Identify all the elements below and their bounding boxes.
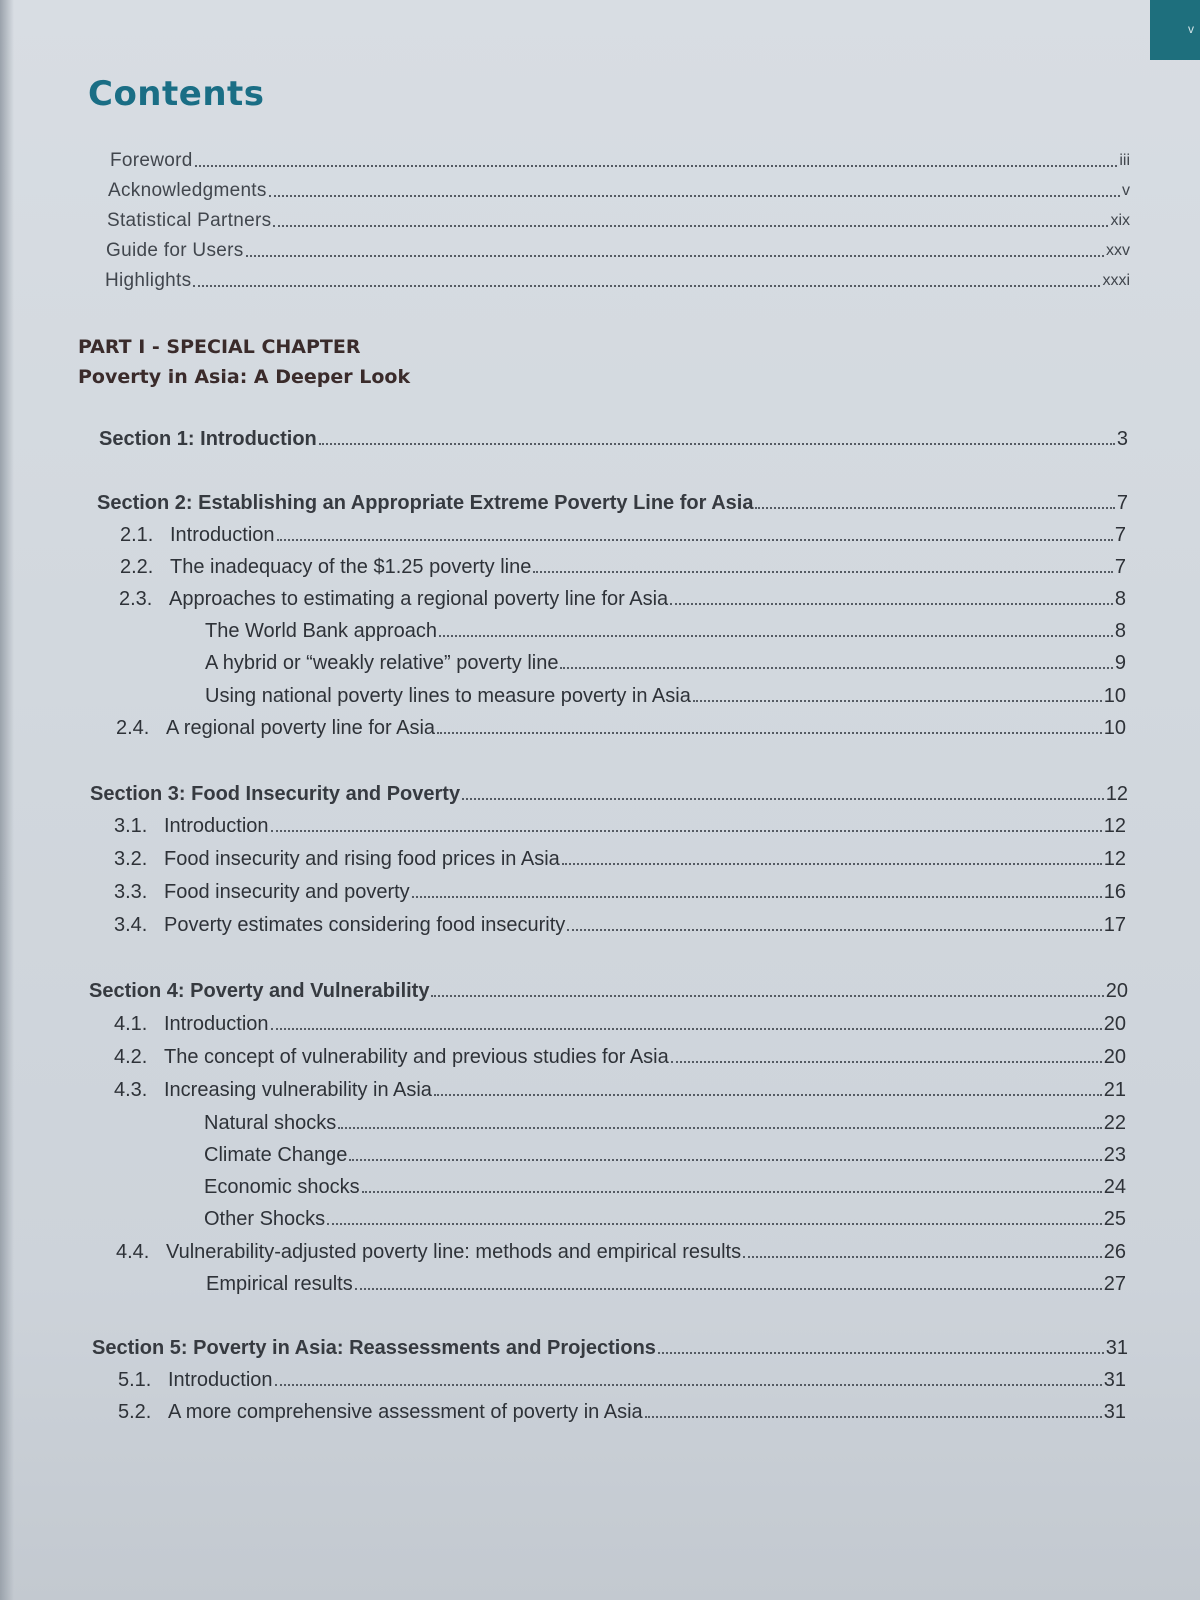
toc-section-4[interactable]: [89, 976, 1128, 1004]
toc-entry[interactable]: [120, 520, 1126, 548]
dot-leader: [277, 539, 1113, 541]
toc-subentry[interactable]: [205, 648, 1126, 676]
toc-page-number: 20: [1103, 1046, 1126, 1068]
toc-item-number: 4.1.: [114, 1013, 148, 1035]
toc-item-label: Vulnerability-adjusted poverty line: methods and empirical results: [166, 1241, 742, 1263]
toc-item-label: Highlights: [105, 270, 192, 291]
dot-leader: [562, 863, 1102, 865]
toc-page-number: 24: [1103, 1176, 1126, 1198]
front-matter-entry[interactable]: [108, 176, 1130, 204]
dot-leader: [671, 1061, 1102, 1063]
dot-leader: [560, 667, 1112, 669]
toc-entry[interactable]: [114, 811, 1126, 839]
dot-leader: [338, 1127, 1101, 1129]
toc-item-number: 2.3.: [119, 588, 153, 610]
toc-page-number: 8: [1114, 588, 1126, 610]
dot-leader: [319, 443, 1115, 445]
toc-entry[interactable]: [114, 910, 1126, 938]
toc-item-label: Section 1: Introduction: [99, 428, 317, 450]
toc-item-number: 3.2.: [114, 848, 148, 870]
toc-page-number: 8: [1114, 620, 1126, 642]
toc-item-label: Food insecurity and rising food prices in Asia: [164, 848, 560, 870]
dot-leader: [462, 798, 1104, 800]
toc-item-label: Introduction: [170, 524, 275, 546]
dot-leader: [327, 1223, 1102, 1225]
toc-item-label: Foreword: [110, 150, 193, 171]
dot-leader: [434, 1094, 1102, 1096]
toc-item-label: A hybrid or “weakly relative” poverty line: [205, 652, 559, 674]
toc-item-label: Empirical results: [206, 1273, 353, 1295]
toc-page-number: 20: [1103, 1013, 1126, 1035]
toc-page-number: 9: [1114, 652, 1126, 674]
toc-item-number: 3.1.: [114, 815, 148, 837]
toc-item-label: Statistical Partners: [107, 210, 272, 231]
toc-item-number: 2.2.: [120, 556, 154, 578]
toc-page-number: 7: [1114, 524, 1126, 546]
toc-item-label: Increasing vulnerability in Asia: [164, 1079, 432, 1101]
toc-page-number: 12: [1103, 815, 1126, 837]
toc-subentry[interactable]: [204, 1140, 1126, 1168]
toc-item-label: Approaches to estimating a regional poverty line for Asia: [169, 588, 669, 610]
toc-subentry[interactable]: [204, 1172, 1126, 1200]
toc-subentry[interactable]: [204, 1108, 1126, 1136]
toc-item-label: Using national poverty lines to measure poverty in Asia: [205, 685, 691, 707]
toc-item-label: A more comprehensive assessment of poverty in Asia: [168, 1401, 643, 1423]
toc-item-number: 3.3.: [114, 881, 148, 903]
toc-item-label: Introduction: [164, 1013, 269, 1035]
toc-section-1[interactable]: [99, 424, 1128, 452]
toc-entry[interactable]: [119, 584, 1126, 612]
toc-page-number: 22: [1103, 1112, 1126, 1134]
toc-item-label: Poverty estimates considering food insecurity: [164, 914, 566, 936]
toc-page-number: 3: [1116, 428, 1128, 450]
toc-item-label: Natural shocks: [204, 1112, 337, 1134]
dot-leader: [755, 507, 1114, 509]
toc-page-number: 27: [1103, 1273, 1126, 1295]
toc-item-label: Section 5: Poverty in Asia: Reassessments and Projections: [92, 1337, 656, 1359]
toc-item-number: 5.1.: [118, 1369, 152, 1391]
front-matter-entry[interactable]: [105, 266, 1130, 294]
toc-entry[interactable]: [114, 1042, 1126, 1070]
part-title: PART I - SPECIAL CHAPTER: [78, 336, 361, 358]
toc-page-number: 25: [1103, 1208, 1126, 1230]
toc-item-number: 4.4.: [116, 1241, 150, 1263]
toc-entry[interactable]: [114, 1009, 1126, 1037]
toc-entry[interactable]: [120, 552, 1126, 580]
toc-item-label: The concept of vulnerability and previous studies for Asia: [164, 1046, 669, 1068]
dot-leader: [567, 929, 1101, 931]
toc-page-number: 21: [1103, 1079, 1126, 1101]
contents-title: Contents: [88, 74, 265, 114]
front-matter-entry[interactable]: [106, 236, 1130, 264]
toc-item-number: 2.4.: [116, 717, 150, 739]
toc-item-label: Section 2: Establishing an Appropriate Extreme Poverty Line for Asia: [97, 492, 754, 514]
toc-page-number: 12: [1103, 848, 1126, 870]
toc-subentry[interactable]: [204, 1204, 1126, 1232]
toc-page-number: 7: [1114, 556, 1126, 578]
toc-page-number: xxv: [1106, 242, 1130, 259]
dot-leader: [195, 165, 1118, 167]
dot-leader: [246, 255, 1104, 257]
corner-tab-label: v: [1188, 22, 1194, 36]
dot-leader: [437, 732, 1102, 734]
toc-item-number: 4.2.: [114, 1046, 148, 1068]
page-edge-shadow: [0, 0, 14, 1600]
toc-item-label: The inadequacy of the $1.25 poverty line: [170, 556, 532, 578]
toc-page-number: xxxi: [1102, 272, 1130, 289]
front-matter-entry[interactable]: [107, 206, 1130, 234]
toc-item-label: Climate Change: [204, 1144, 348, 1166]
dot-leader: [658, 1352, 1104, 1354]
toc-item-label: Food insecurity and poverty: [164, 881, 410, 903]
dot-leader: [439, 635, 1113, 637]
toc-item-label: Introduction: [164, 815, 269, 837]
toc-page-number: 12: [1105, 783, 1128, 805]
toc-page-number: 10: [1103, 685, 1126, 707]
toc-page-number: 20: [1105, 980, 1128, 1002]
toc-item-label: The World Bank approach: [205, 620, 437, 642]
toc-page-number: iii: [1119, 152, 1130, 169]
corner-page-tab: [1150, 0, 1200, 60]
toc-section-5[interactable]: [92, 1333, 1128, 1361]
toc-page-number: 17: [1103, 914, 1126, 936]
dot-leader: [269, 195, 1120, 197]
dot-leader: [743, 1256, 1102, 1258]
dot-leader: [273, 225, 1108, 227]
toc-page-number: 31: [1103, 1401, 1126, 1423]
toc-entry[interactable]: [116, 1237, 1126, 1265]
toc-item-label: Acknowledgments: [108, 180, 267, 201]
toc-item-label: Guide for Users: [106, 240, 244, 261]
dot-leader: [431, 995, 1103, 997]
dot-leader: [355, 1288, 1102, 1290]
toc-subentry[interactable]: [206, 1269, 1126, 1297]
toc-subentry[interactable]: [205, 681, 1126, 709]
dot-leader: [412, 896, 1102, 898]
toc-page-number: 23: [1103, 1144, 1126, 1166]
toc-item-number: 3.4.: [114, 914, 148, 936]
toc-entry[interactable]: [118, 1365, 1126, 1393]
toc-page-number: 10: [1103, 717, 1126, 739]
toc-entry[interactable]: [114, 844, 1126, 872]
toc-entry[interactable]: [114, 877, 1126, 905]
dot-leader: [275, 1384, 1102, 1386]
toc-entry[interactable]: [116, 713, 1126, 741]
toc-section-3[interactable]: [90, 779, 1128, 807]
toc-item-label: A regional poverty line for Asia: [166, 717, 436, 739]
dot-leader: [349, 1159, 1101, 1161]
toc-item-label: Section 3: Food Insecurity and Poverty: [90, 783, 461, 805]
toc-item-label: Economic shocks: [204, 1176, 360, 1198]
dot-leader: [645, 1416, 1102, 1418]
dot-leader: [271, 1028, 1102, 1030]
toc-entry[interactable]: [114, 1075, 1126, 1103]
dot-leader: [362, 1191, 1102, 1193]
toc-item-label: Introduction: [168, 1369, 273, 1391]
dot-leader: [193, 285, 1100, 287]
toc-page-number: 7: [1116, 492, 1128, 514]
toc-page-number: 31: [1105, 1337, 1128, 1359]
dot-leader: [271, 830, 1102, 832]
toc-item-number: 4.3.: [114, 1079, 148, 1101]
part-subtitle: Poverty in Asia: A Deeper Look: [78, 366, 411, 388]
toc-item-number: 5.2.: [118, 1401, 152, 1423]
dot-leader: [533, 571, 1113, 573]
toc-item-label: Section 4: Poverty and Vulnerability: [89, 980, 430, 1002]
toc-page-number: 16: [1103, 881, 1126, 903]
toc-item-number: 2.1.: [120, 524, 154, 546]
toc-page-number: 31: [1103, 1369, 1126, 1391]
toc-subentry[interactable]: [205, 616, 1126, 644]
dot-leader: [670, 603, 1113, 605]
toc-item-label: Other Shocks: [204, 1208, 326, 1230]
toc-page-number: xix: [1110, 212, 1130, 229]
toc-section-2[interactable]: [97, 488, 1128, 516]
toc-page-number: 26: [1103, 1241, 1126, 1263]
dot-leader: [693, 700, 1102, 702]
front-matter-entry[interactable]: [110, 146, 1130, 174]
toc-entry[interactable]: [118, 1397, 1126, 1425]
toc-page-number: v: [1122, 182, 1130, 199]
